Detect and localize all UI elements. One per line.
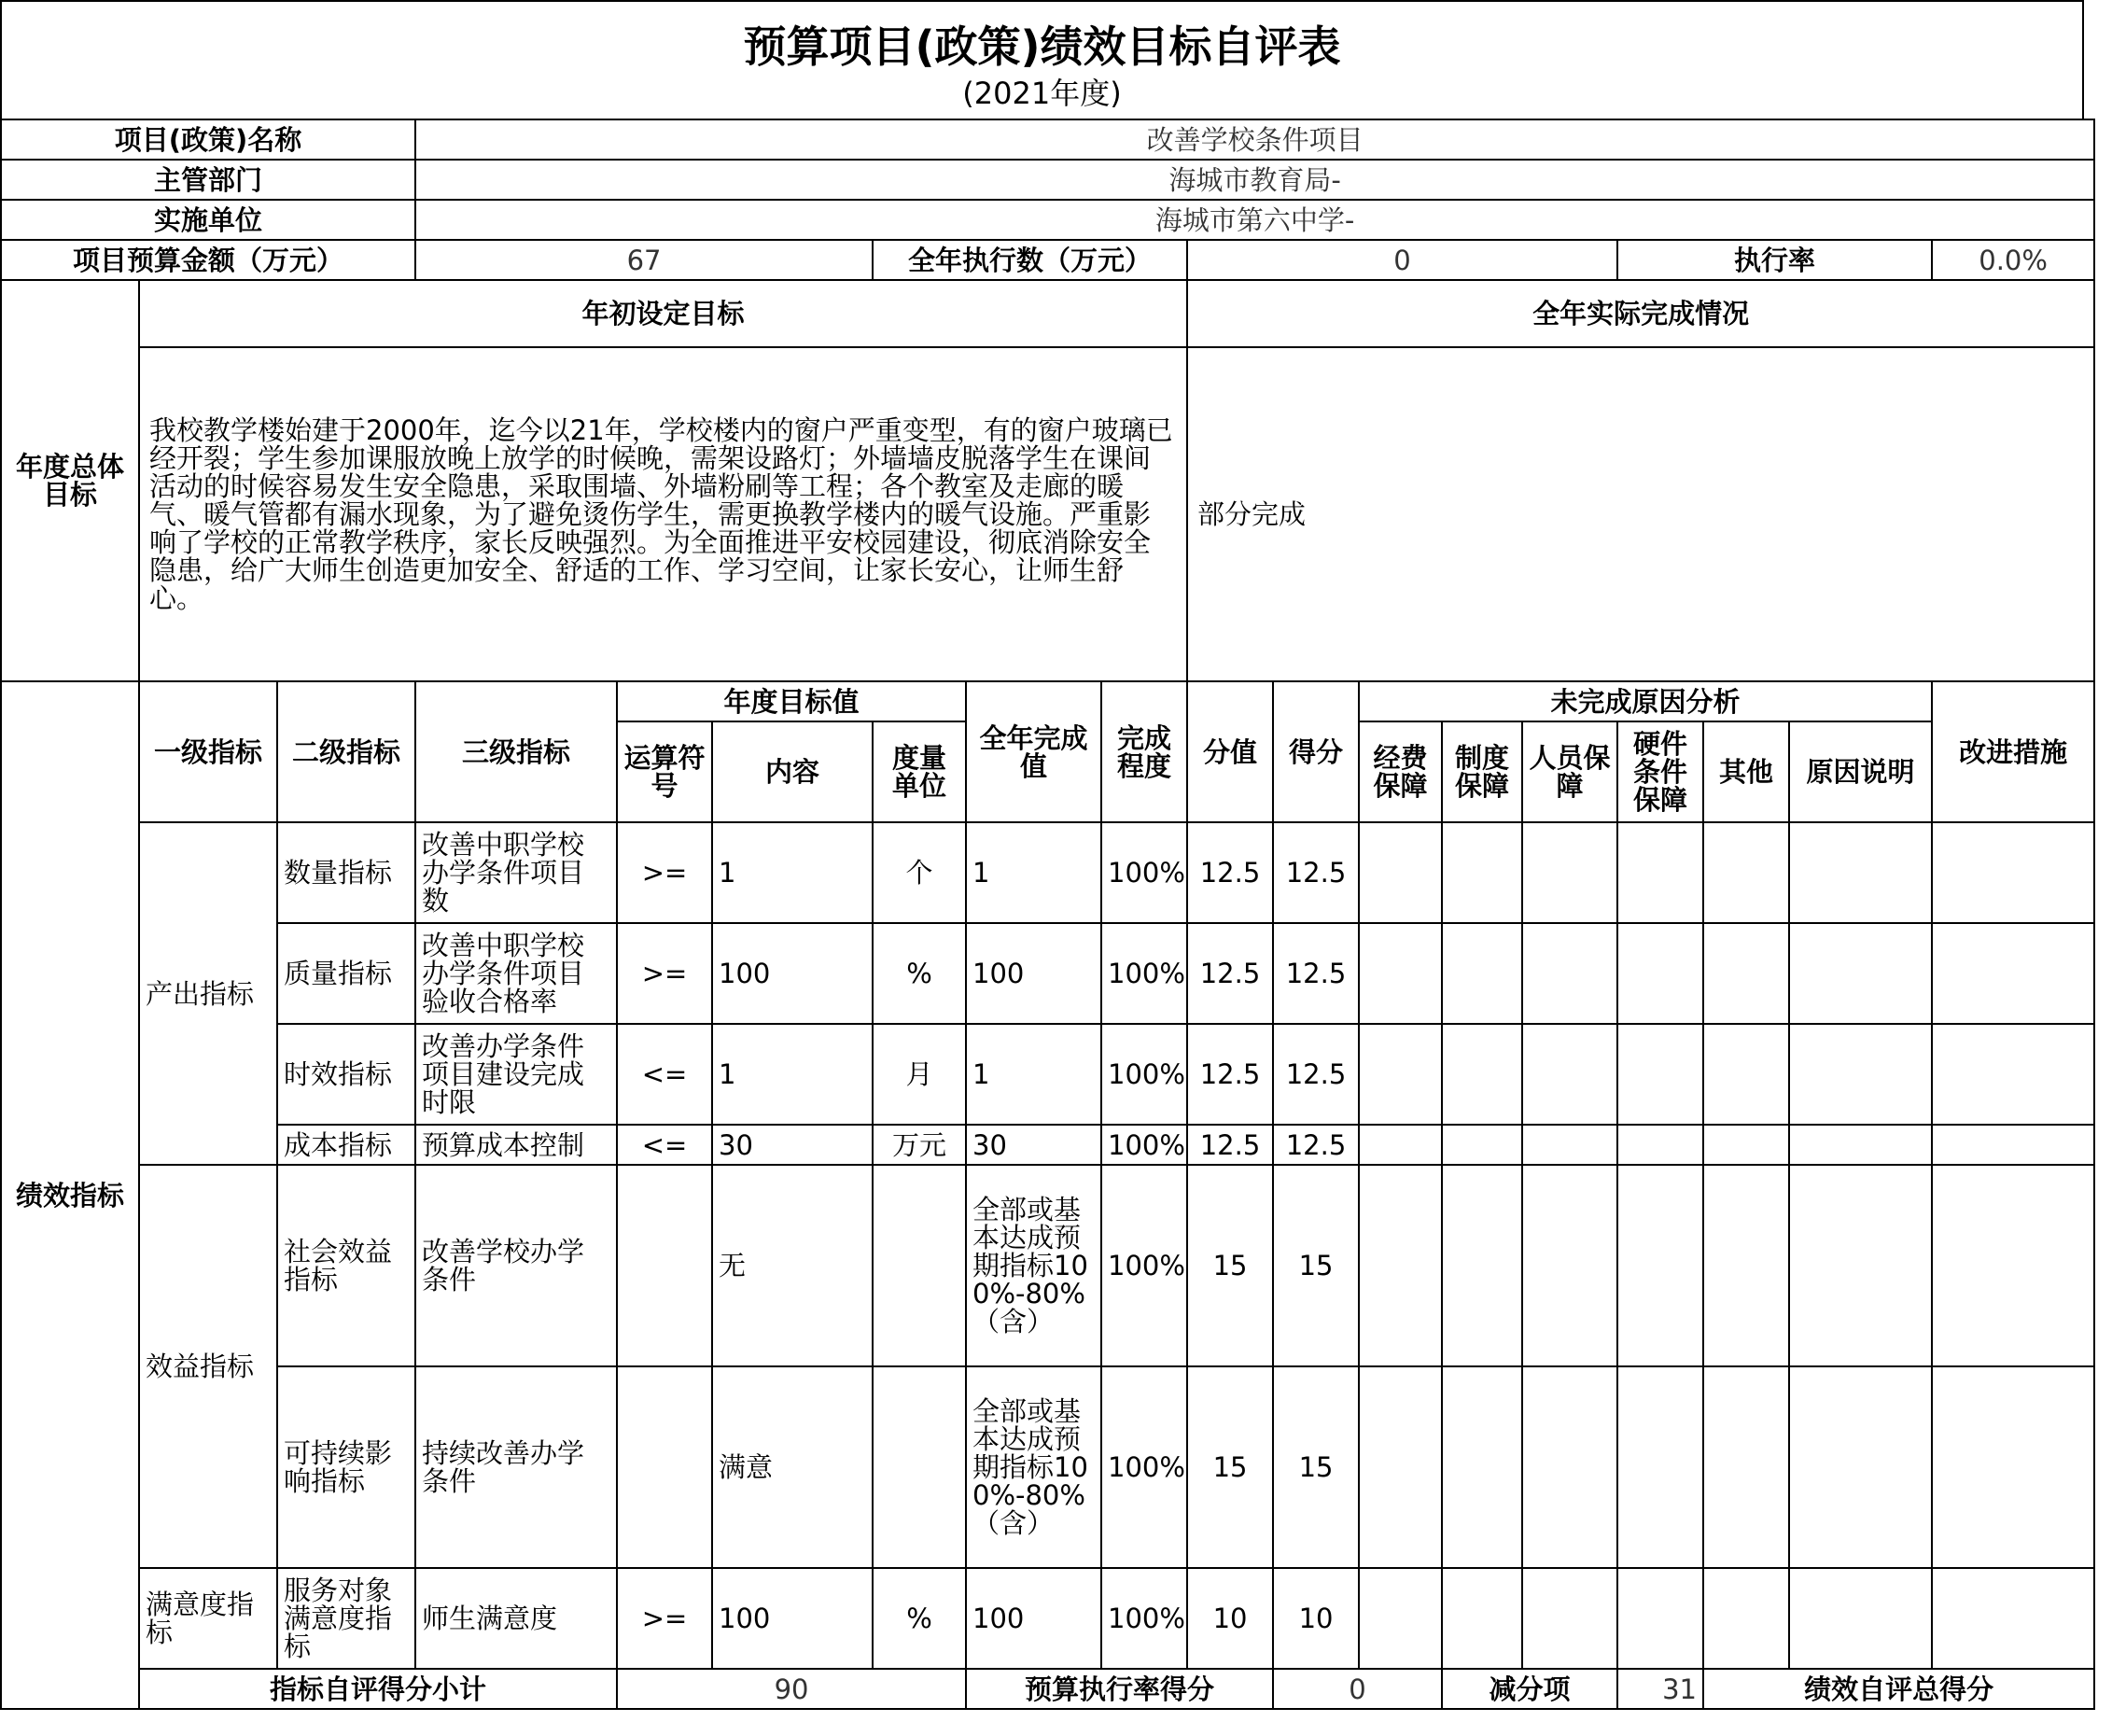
score-cell: 15: [1187, 1366, 1273, 1568]
header-got: 得分: [1273, 681, 1359, 822]
unit-cell: 月: [873, 1024, 966, 1125]
table-row: [1, 923, 2094, 1024]
table-row: [1, 822, 2094, 923]
degree-cell: 100%: [1101, 1366, 1187, 1568]
header-actual: 全年完成值: [966, 681, 1101, 822]
dept-label: 主管部门: [1, 160, 415, 200]
got-cell: 15: [1273, 1165, 1359, 1366]
page-title: 预算项目(政策)绩效目标自评表: [743, 21, 1341, 72]
op-cell: >=: [617, 1568, 712, 1669]
unit-cell: [873, 1165, 966, 1366]
group-benefit: 效益指标: [139, 1165, 277, 1568]
level3-cell: 预算成本控制: [415, 1125, 617, 1165]
unit-value: 海城市第六中学-: [415, 200, 2094, 240]
score-cell: 15: [1187, 1165, 1273, 1366]
summary-row: [1, 1669, 2094, 1709]
unit-label: 实施单位: [1, 200, 415, 240]
budget-score-label: 预算执行率得分: [966, 1669, 1273, 1709]
header-reason: 未完成原因分析: [1359, 681, 1932, 721]
got-cell: 10: [1273, 1568, 1359, 1669]
annual-goal-label: 年度总体目标: [1, 280, 139, 681]
level3-cell: 师生满意度: [415, 1568, 617, 1669]
op-cell: [617, 1165, 712, 1366]
perf-label: 绩效指标: [1, 681, 139, 1709]
header-staff: 人员保障: [1522, 721, 1617, 822]
header-degree: 完成程度: [1101, 681, 1187, 822]
unit-cell: %: [873, 1568, 966, 1669]
project-name-value: 改善学校条件项目: [415, 119, 2094, 160]
evaluation-table: [0, 119, 2095, 1710]
project-name-label: 项目(政策)名称: [1, 119, 415, 160]
table-row: [1, 1568, 2094, 1669]
actual-cell: 30: [966, 1125, 1101, 1165]
op-cell: <=: [617, 1024, 712, 1125]
content-cell: 满意: [712, 1366, 873, 1568]
level2-cell: 质量指标: [277, 923, 415, 1024]
exec-label: 全年执行数（万元）: [873, 240, 1187, 280]
degree-cell: 100%: [1101, 1125, 1187, 1165]
title-block: [0, 0, 2084, 119]
group-satisfaction: 满意度指标: [139, 1568, 277, 1669]
header-unit: 度量单位: [873, 721, 966, 822]
page-subtitle: (2021年度): [962, 76, 1122, 111]
got-cell: 12.5: [1273, 1024, 1359, 1125]
dept-value: 海城市教育局-: [415, 160, 2094, 200]
score-cell: 12.5: [1187, 1125, 1273, 1165]
score-cell: 10: [1187, 1568, 1273, 1669]
level3-cell: 改善中职学校办学条件项目验收合格率: [415, 923, 617, 1024]
content-cell: 1: [712, 822, 873, 923]
deduct-label: 减分项: [1442, 1669, 1617, 1709]
actual-cell: 100: [966, 1568, 1101, 1669]
rate-value: 0.0%: [1932, 240, 2094, 280]
header-hardware: 硬件条件保障: [1617, 721, 1703, 822]
header-op: 运算符号: [617, 721, 712, 822]
op-cell: >=: [617, 923, 712, 1024]
subtotal-value: 90: [617, 1669, 966, 1709]
unit-cell: [873, 1366, 966, 1568]
group-output: 产出指标: [139, 822, 277, 1165]
header-level3: 三级指标: [415, 681, 617, 822]
header-other: 其他: [1703, 721, 1789, 822]
op-cell: >=: [617, 822, 712, 923]
header-explain: 原因说明: [1789, 721, 1932, 822]
unit-cell: 万元: [873, 1125, 966, 1165]
initial-goal-header: 年初设定目标: [139, 280, 1187, 347]
level3-cell: 持续改善办学条件: [415, 1366, 617, 1568]
content-cell: 100: [712, 923, 873, 1024]
budget-label: 项目预算金额（万元）: [1, 240, 415, 280]
score-cell: 12.5: [1187, 1024, 1273, 1125]
level2-cell: 服务对象满意度指标: [277, 1568, 415, 1669]
header-system: 制度保障: [1442, 721, 1522, 822]
actual-completion-text: 部分完成: [1187, 347, 2094, 681]
budget-value: 67: [415, 240, 873, 280]
content-cell: 30: [712, 1125, 873, 1165]
level3-cell: 改善学校办学条件: [415, 1165, 617, 1366]
degree-cell: 100%: [1101, 1568, 1187, 1669]
header-improve: 改进措施: [1932, 681, 2094, 822]
table-row: [1, 1366, 2094, 1568]
rate-label: 执行率: [1617, 240, 1932, 280]
level2-cell: 数量指标: [277, 822, 415, 923]
table-row: [1, 1125, 2094, 1165]
content-cell: 无: [712, 1165, 873, 1366]
actual-cell: 全部或基本达成预期指标100%-80%（含）: [966, 1366, 1101, 1568]
degree-cell: 100%: [1101, 1024, 1187, 1125]
exec-value: 0: [1187, 240, 1617, 280]
unit-cell: %: [873, 923, 966, 1024]
op-cell: <=: [617, 1125, 712, 1165]
header-target: 年度目标值: [617, 681, 966, 721]
subtotal-label: 指标自评得分小计: [139, 1669, 617, 1709]
level3-cell: 改善办学条件项目建设完成时限: [415, 1024, 617, 1125]
level2-cell: 社会效益指标: [277, 1165, 415, 1366]
score-cell: 12.5: [1187, 923, 1273, 1024]
header-content: 内容: [712, 721, 873, 822]
content-cell: 1: [712, 1024, 873, 1125]
got-cell: 12.5: [1273, 822, 1359, 923]
got-cell: 12.5: [1273, 923, 1359, 1024]
degree-cell: 100%: [1101, 1165, 1187, 1366]
header-fund: 经费保障: [1359, 721, 1442, 822]
unit-cell: 个: [873, 822, 966, 923]
score-cell: 12.5: [1187, 822, 1273, 923]
actual-completion-header: 全年实际完成情况: [1187, 280, 2094, 347]
deduct-value: 31: [1617, 1669, 1703, 1709]
degree-cell: 100%: [1101, 923, 1187, 1024]
op-cell: [617, 1366, 712, 1568]
level2-cell: 可持续影响指标: [277, 1366, 415, 1568]
total-label: 绩效自评总得分: [1703, 1669, 2094, 1709]
got-cell: 12.5: [1273, 1125, 1359, 1165]
level2-cell: 时效指标: [277, 1024, 415, 1125]
header-level1: 一级指标: [139, 681, 277, 822]
got-cell: 15: [1273, 1366, 1359, 1568]
actual-cell: 全部或基本达成预期指标100%-80%（含）: [966, 1165, 1101, 1366]
level3-cell: 改善中职学校办学条件项目数: [415, 822, 617, 923]
header-level2: 二级指标: [277, 681, 415, 822]
content-cell: 100: [712, 1568, 873, 1669]
actual-cell: 100: [966, 923, 1101, 1024]
actual-cell: 1: [966, 1024, 1101, 1125]
budget-score-value: 0: [1273, 1669, 1442, 1709]
initial-goal-text: 我校教学楼始建于2000年，迄今以21年，学校楼内的窗户严重变型，有的窗户玻璃已经开裂；学生参加课服放晚上放学的时候晚，需架设路灯；外墙墙皮脱落学生在课间活动的时候容易发生安全隐患，采取围墙、外墙粉刷等工程；各个教室及走廊的暖气、暖气管都有漏水现象，为了避免烫伤学生，需更换教学楼内的暖气设施。严重影响了学校的正常教学秩序，家长反映强烈。为全面推进平安校园建设，彻底消除安全隐患，给广大师生创造更加安全、舒适的工作、学习空间，让家长安心，让师生舒心。: [139, 347, 1187, 681]
header-score: 分值: [1187, 681, 1273, 822]
degree-cell: 100%: [1101, 822, 1187, 923]
table-row: [1, 1165, 2094, 1366]
level2-cell: 成本指标: [277, 1125, 415, 1165]
table-row: [1, 1024, 2094, 1125]
actual-cell: 1: [966, 822, 1101, 923]
